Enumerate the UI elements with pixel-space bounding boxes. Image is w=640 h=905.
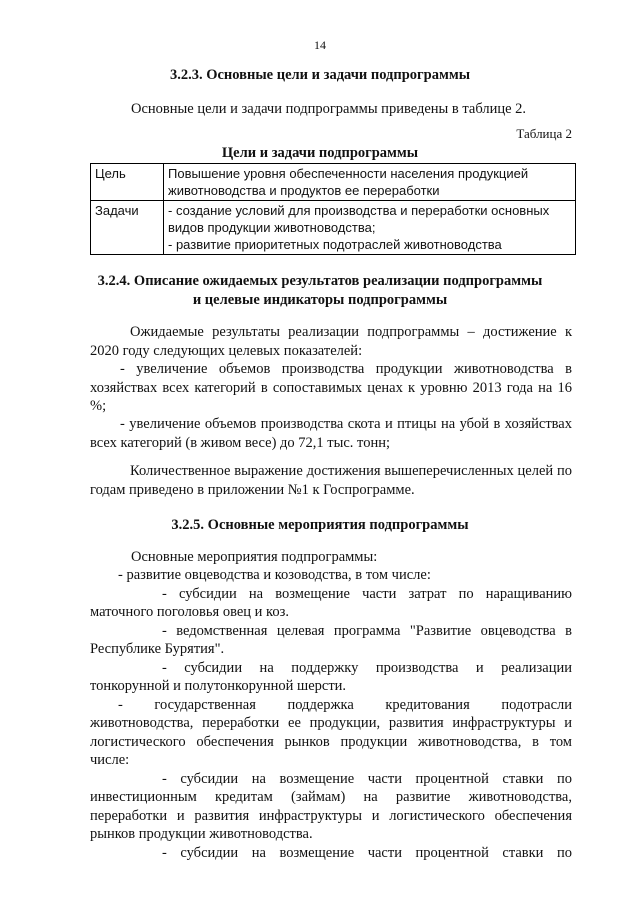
table-label: Таблица 2 bbox=[516, 126, 572, 141]
section-324-para1: Ожидаемые результаты реализации подпрограммы – достижение к 2020 году следующих целевых показателей: bbox=[90, 324, 572, 359]
sub-item-3-line2: тонкорунной и полутонкорунной шерсти. bbox=[90, 678, 347, 694]
table-row bbox=[91, 164, 576, 201]
table-cell-line: животноводства и продуктов ее переработки bbox=[168, 183, 440, 198]
section-325-heading: 3.2.5. Основные мероприятия подпрограммы bbox=[171, 517, 469, 533]
section-324-para2: - увеличение объемов производства продукции животноводства в хозяйствах всех категорий в сопоставимых ценах к уровню 2013 года на 16 %; bbox=[90, 361, 572, 414]
section-324-para4: Количественное выражение достижения вышеперечисленных целей по годам приведено в приложении №1 к Госпрограмме. bbox=[90, 463, 572, 498]
section-324-heading-line2: и целевые индикаторы подпрограммы bbox=[192, 292, 448, 308]
section-325-intro: Основные мероприятия подпрограммы: bbox=[131, 549, 378, 565]
activity-item-2-line3: логистического обеспечения рынков продукции животноводства, в том bbox=[90, 734, 572, 750]
sub-item-3-line1: - субсидии на поддержку производства и реализации bbox=[162, 660, 572, 676]
table-cell-value bbox=[164, 164, 576, 201]
table-cell-line: - создание условий для производства и переработки основных bbox=[168, 203, 550, 218]
activity-item-2-line2: животноводства, переработки ее продукции, развития инфраструктуры и bbox=[90, 715, 572, 731]
activity-item-2-line1: - государственная поддержка кредитования подотрасли bbox=[118, 697, 572, 713]
sub-item-4-line3: переработки и развития инфраструктуры и логистического обеспечения bbox=[90, 808, 572, 824]
section-324-para3: - увеличение объемов производства скота и птицы на убой в хозяйствах всех категорий (в живом весе) до 72,1 тыс. тонн; bbox=[90, 416, 572, 451]
table-title: Цели и задачи подпрограммы bbox=[221, 145, 419, 161]
goals-table bbox=[90, 163, 576, 255]
sub-item-1-line2: маточного поголовья овец и коз. bbox=[90, 604, 289, 620]
sub-item-5-line1: - субсидии на возмещение части процентной ставки по bbox=[162, 845, 572, 861]
section-323-heading: 3.2.3. Основные цели и задачи подпрограммы bbox=[169, 67, 471, 83]
sub-item-2-line1: - ведомственная целевая программа "Развитие овцеводства в bbox=[162, 623, 572, 639]
table-cell-line: Повышение уровня обеспеченности населения продукцией bbox=[168, 166, 529, 181]
activity-item-1: - развитие овцеводства и козоводства, в том числе: bbox=[118, 567, 431, 583]
table-cell-label: Цель bbox=[91, 164, 164, 201]
sub-item-4-line4: рынков продукции животноводства. bbox=[90, 826, 313, 842]
sub-item-2-line2: Республике Бурятия". bbox=[90, 641, 225, 657]
table-cell-value bbox=[164, 201, 576, 255]
section-323-intro: Основные цели и задачи подпрограммы приведены в таблице 2. bbox=[131, 101, 527, 117]
section-324-heading-line1: 3.2.4. Описание ожидаемых результатов реализации подпрограммы bbox=[97, 273, 543, 289]
table-cell-line: - развитие приоритетных подотраслей животноводства bbox=[168, 237, 502, 252]
sub-item-4-line2: инвестиционным кредитам (займам) на развитие животноводства, bbox=[90, 789, 572, 805]
table-cell-line: видов продукции животноводства; bbox=[168, 220, 376, 235]
page-number: 14 bbox=[314, 38, 326, 52]
table-row bbox=[91, 201, 576, 255]
sub-item-1-line1: - субсидии на возмещение части затрат по наращиванию bbox=[162, 586, 572, 602]
activity-item-2-line4: числе: bbox=[90, 752, 130, 768]
table-cell-label: Задачи bbox=[91, 201, 164, 255]
sub-item-4-line1: - субсидии на возмещение части процентной ставки по bbox=[162, 771, 572, 787]
